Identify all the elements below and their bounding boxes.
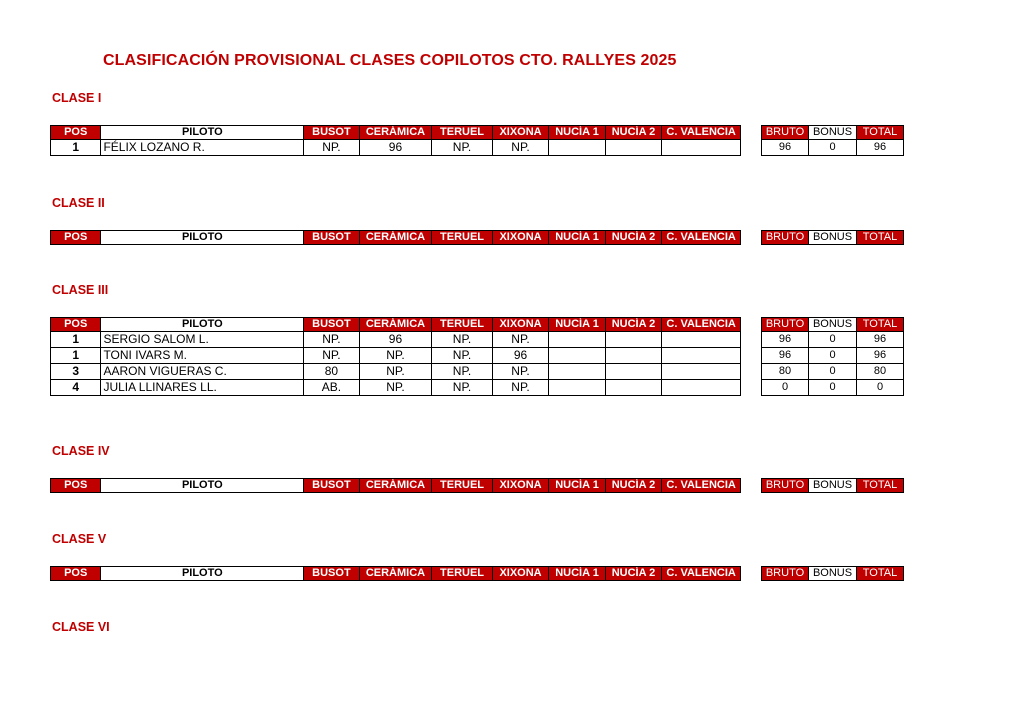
table-row bbox=[51, 140, 741, 156]
cell-c-valencia bbox=[662, 332, 741, 348]
cell-busot: 80 bbox=[304, 364, 359, 380]
header-bruto: BRUTO bbox=[762, 567, 809, 581]
cell-total: 96 bbox=[857, 348, 904, 364]
totals-row bbox=[762, 380, 904, 396]
header-teruel: TERUEL bbox=[432, 231, 493, 245]
header-busot: BUSOT bbox=[304, 479, 359, 493]
cell-busot: NP. bbox=[304, 332, 359, 348]
table-row bbox=[51, 332, 741, 348]
page-title: CLASIFICACIÓN PROVISIONAL CLASES COPILOTOS CTO. RALLYES 2025 bbox=[103, 52, 677, 69]
header-ceramica: CERÁMICA bbox=[359, 231, 432, 245]
totals-header-row bbox=[762, 126, 904, 140]
header-xixona: XIXONA bbox=[492, 231, 548, 245]
cell-pos: 1 bbox=[51, 348, 101, 364]
header-c-valencia: C. VALENCIA bbox=[662, 479, 741, 493]
header-pos: POS bbox=[51, 231, 101, 245]
class-title-1: CLASE I bbox=[52, 91, 102, 105]
header-busot: BUSOT bbox=[304, 567, 359, 581]
cell-xixona: NP. bbox=[492, 140, 548, 156]
standings-table-clase-2 bbox=[50, 230, 741, 245]
header-nucia-2: NUCÍA 2 bbox=[605, 231, 661, 245]
header-c-valencia: C. VALENCIA bbox=[662, 318, 741, 332]
standings-table-clase-4 bbox=[50, 478, 741, 493]
cell-bruto: 96 bbox=[762, 348, 809, 364]
totals-table-clase-5 bbox=[761, 566, 904, 581]
table-row bbox=[51, 380, 741, 396]
cell-piloto: FÉLIX LOZANO R. bbox=[101, 140, 304, 156]
cell-ceramica: 96 bbox=[359, 332, 432, 348]
header-bruto: BRUTO bbox=[762, 318, 809, 332]
cell-total: 96 bbox=[857, 332, 904, 348]
header-nucia-2: NUCÍA 2 bbox=[605, 318, 661, 332]
cell-total: 96 bbox=[857, 140, 904, 156]
header-total: TOTAL bbox=[857, 231, 904, 245]
cell-xixona: 96 bbox=[492, 348, 548, 364]
header-nucia-1: NUCÍA 1 bbox=[549, 126, 605, 140]
cell-ceramica: 96 bbox=[359, 140, 432, 156]
cell-teruel: NP. bbox=[432, 364, 493, 380]
cell-busot: AB. bbox=[304, 380, 359, 396]
header-total: TOTAL bbox=[857, 126, 904, 140]
table-header-row bbox=[51, 318, 741, 332]
cell-bonus: 0 bbox=[809, 380, 857, 396]
standings-table-clase-3 bbox=[50, 317, 741, 396]
totals-table-clase-4 bbox=[761, 478, 904, 493]
totals-header-row bbox=[762, 479, 904, 493]
table-row bbox=[51, 364, 741, 380]
header-ceramica: CERÁMICA bbox=[359, 318, 432, 332]
cell-bruto: 96 bbox=[762, 332, 809, 348]
totals-table-clase-1 bbox=[761, 125, 904, 156]
header-pos: POS bbox=[51, 126, 101, 140]
header-nucia-1: NUCÍA 1 bbox=[549, 567, 605, 581]
cell-bruto: 96 bbox=[762, 140, 809, 156]
table-header-row bbox=[51, 479, 741, 493]
cell-ceramica: NP. bbox=[359, 380, 432, 396]
header-teruel: TERUEL bbox=[432, 567, 493, 581]
totals-row bbox=[762, 140, 904, 156]
cell-pos: 1 bbox=[51, 332, 101, 348]
totals-table-clase-2 bbox=[761, 230, 904, 245]
header-nucia-2: NUCÍA 2 bbox=[605, 479, 661, 493]
class-title-3: CLASE III bbox=[52, 283, 109, 297]
cell-total: 0 bbox=[857, 380, 904, 396]
totals-row bbox=[762, 348, 904, 364]
cell-nucia-1 bbox=[549, 332, 605, 348]
header-piloto: PILOTO bbox=[101, 126, 304, 140]
cell-bonus: 0 bbox=[809, 140, 857, 156]
totals-table-clase-3 bbox=[761, 317, 904, 396]
header-xixona: XIXONA bbox=[492, 318, 548, 332]
class-title-4: CLASE IV bbox=[52, 444, 110, 458]
totals-header-row bbox=[762, 231, 904, 245]
cell-piloto: JULIA LLINARES LL. bbox=[101, 380, 304, 396]
cell-nucia-2 bbox=[605, 380, 661, 396]
table-header-row bbox=[51, 231, 741, 245]
cell-ceramica: NP. bbox=[359, 364, 432, 380]
header-xixona: XIXONA bbox=[492, 126, 548, 140]
header-pos: POS bbox=[51, 479, 101, 493]
cell-bonus: 0 bbox=[809, 332, 857, 348]
header-ceramica: CERÁMICA bbox=[359, 479, 432, 493]
header-nucia-2: NUCÍA 2 bbox=[605, 567, 661, 581]
header-piloto: PILOTO bbox=[101, 567, 304, 581]
totals-row bbox=[762, 332, 904, 348]
cell-c-valencia bbox=[662, 140, 741, 156]
cell-nucia-2 bbox=[605, 364, 661, 380]
cell-piloto: TONI IVARS M. bbox=[101, 348, 304, 364]
header-nucia-1: NUCÍA 1 bbox=[549, 318, 605, 332]
cell-teruel: NP. bbox=[432, 140, 493, 156]
cell-xixona: NP. bbox=[492, 364, 548, 380]
header-busot: BUSOT bbox=[304, 231, 359, 245]
cell-xixona: NP. bbox=[492, 332, 548, 348]
cell-busot: NP. bbox=[304, 348, 359, 364]
header-c-valencia: C. VALENCIA bbox=[662, 567, 741, 581]
cell-nucia-1 bbox=[549, 364, 605, 380]
table-header-row bbox=[51, 567, 741, 581]
cell-c-valencia bbox=[662, 364, 741, 380]
cell-xixona: NP. bbox=[492, 380, 548, 396]
header-nucia-1: NUCÍA 1 bbox=[549, 479, 605, 493]
cell-nucia-2 bbox=[605, 332, 661, 348]
header-nucia-1: NUCÍA 1 bbox=[549, 231, 605, 245]
cell-pos: 4 bbox=[51, 380, 101, 396]
cell-bruto: 80 bbox=[762, 364, 809, 380]
cell-teruel: NP. bbox=[432, 332, 493, 348]
cell-busot: NP. bbox=[304, 140, 359, 156]
header-bonus: BONUS bbox=[809, 479, 857, 493]
header-bruto: BRUTO bbox=[762, 231, 809, 245]
header-pos: POS bbox=[51, 318, 101, 332]
header-teruel: TERUEL bbox=[432, 479, 493, 493]
cell-pos: 1 bbox=[51, 140, 101, 156]
cell-nucia-2 bbox=[605, 348, 661, 364]
header-teruel: TERUEL bbox=[432, 126, 493, 140]
standings-table-clase-5 bbox=[50, 566, 741, 581]
totals-header-row bbox=[762, 318, 904, 332]
class-title-2: CLASE II bbox=[52, 196, 105, 210]
header-piloto: PILOTO bbox=[101, 318, 304, 332]
header-pos: POS bbox=[51, 567, 101, 581]
header-teruel: TERUEL bbox=[432, 318, 493, 332]
header-nucia-2: NUCÍA 2 bbox=[605, 126, 661, 140]
cell-bruto: 0 bbox=[762, 380, 809, 396]
cell-c-valencia bbox=[662, 380, 741, 396]
cell-c-valencia bbox=[662, 348, 741, 364]
header-bruto: BRUTO bbox=[762, 126, 809, 140]
cell-piloto: SERGIO SALOM L. bbox=[101, 332, 304, 348]
header-piloto: PILOTO bbox=[101, 479, 304, 493]
class-title-5: CLASE V bbox=[52, 532, 107, 546]
cell-pos: 3 bbox=[51, 364, 101, 380]
class-title-6: CLASE VI bbox=[52, 620, 110, 634]
header-c-valencia: C. VALENCIA bbox=[662, 126, 741, 140]
header-bonus: BONUS bbox=[809, 318, 857, 332]
cell-bonus: 0 bbox=[809, 364, 857, 380]
cell-nucia-2 bbox=[605, 140, 661, 156]
header-c-valencia: C. VALENCIA bbox=[662, 231, 741, 245]
totals-header-row bbox=[762, 567, 904, 581]
standings-table-clase-1 bbox=[50, 125, 741, 156]
cell-piloto: AARON VIGUERAS C. bbox=[101, 364, 304, 380]
header-bonus: BONUS bbox=[809, 126, 857, 140]
header-xixona: XIXONA bbox=[492, 567, 548, 581]
cell-nucia-1 bbox=[549, 380, 605, 396]
cell-nucia-1 bbox=[549, 348, 605, 364]
cell-ceramica: NP. bbox=[359, 348, 432, 364]
totals-row bbox=[762, 364, 904, 380]
header-piloto: PILOTO bbox=[101, 231, 304, 245]
header-total: TOTAL bbox=[857, 318, 904, 332]
header-busot: BUSOT bbox=[304, 126, 359, 140]
header-bonus: BONUS bbox=[809, 567, 857, 581]
header-ceramica: CERÁMICA bbox=[359, 567, 432, 581]
header-bonus: BONUS bbox=[809, 231, 857, 245]
cell-total: 80 bbox=[857, 364, 904, 380]
cell-bonus: 0 bbox=[809, 348, 857, 364]
table-row bbox=[51, 348, 741, 364]
cell-teruel: NP. bbox=[432, 380, 493, 396]
header-total: TOTAL bbox=[857, 567, 904, 581]
header-total: TOTAL bbox=[857, 479, 904, 493]
header-busot: BUSOT bbox=[304, 318, 359, 332]
cell-teruel: NP. bbox=[432, 348, 493, 364]
header-bruto: BRUTO bbox=[762, 479, 809, 493]
table-header-row bbox=[51, 126, 741, 140]
header-ceramica: CERÁMICA bbox=[359, 126, 432, 140]
header-xixona: XIXONA bbox=[492, 479, 548, 493]
cell-nucia-1 bbox=[549, 140, 605, 156]
